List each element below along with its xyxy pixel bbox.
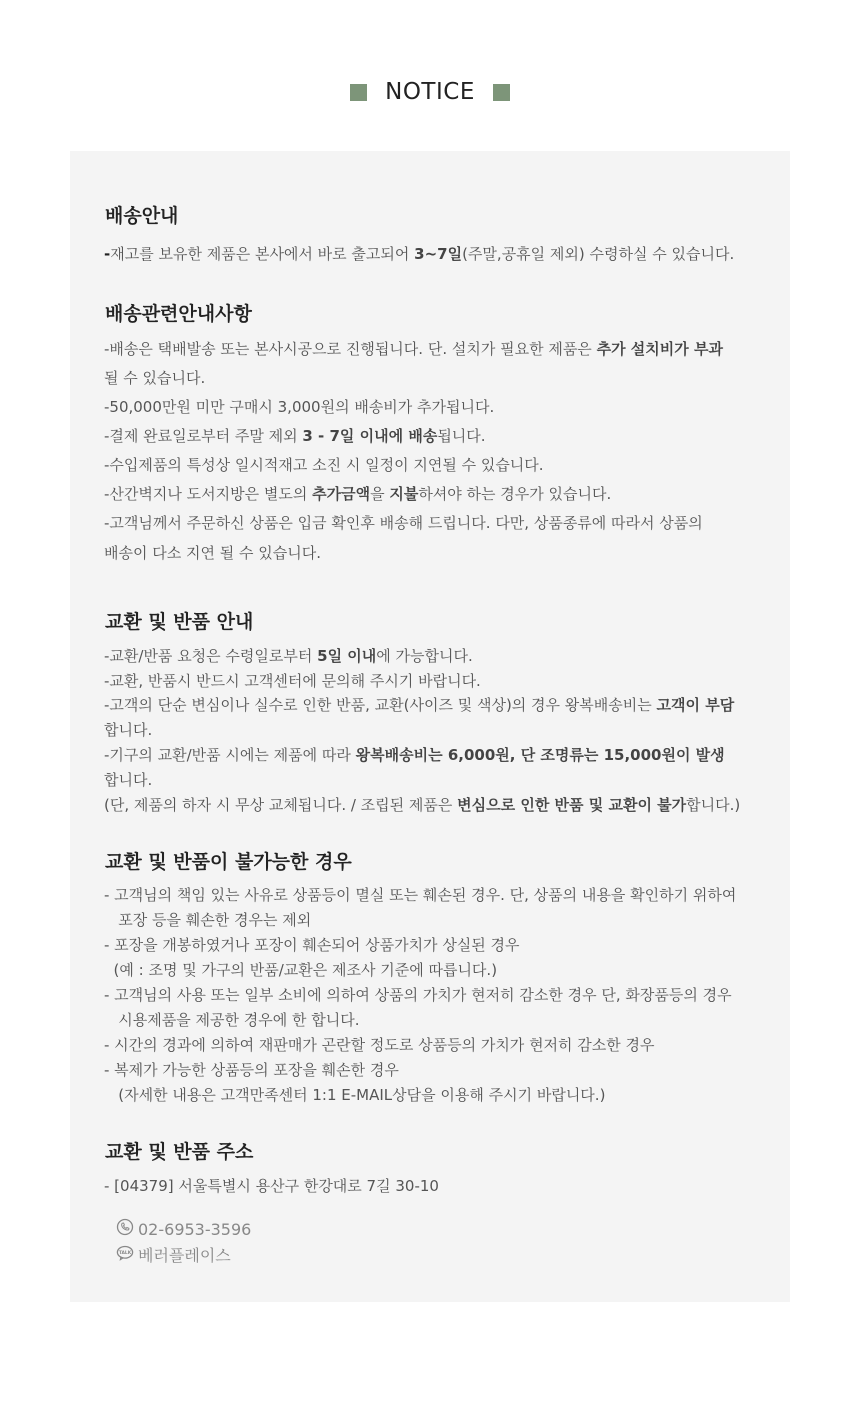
exchange-line-4-cont: 합니다.: [104, 771, 153, 789]
impossible-line-2: - 포장을 개봉하였거나 포장이 훼손되어 상품가치가 상실된 경우: [104, 936, 520, 954]
impossible-line-5-cont: (자세한 내용은 고객만족센터 1:1 E-MAIL상담을 이용해 주시기 바랍니다.): [104, 1086, 606, 1104]
delivery-notes-line-1: -배송은 택배발송 또는 본사시공으로 진행됩니다. 단. 설치가 필요한 제품은 추가 설치비가 부과: [104, 340, 723, 358]
exchange-line-4: -기구의 교환/반품 시에는 제품에 따라 왕복배송비는 6,000원, 단 조명류는 15,000원이 발생: [104, 746, 725, 764]
contact-kakao[interactable]: [116, 1243, 231, 1266]
impossible-line-5: - 복제가 가능한 상품등의 포장을 훼손한 경우: [104, 1061, 399, 1079]
address-title: 교환 및 반품 주소: [105, 1141, 254, 1163]
delivery-title: 배송안내: [105, 205, 179, 227]
svg-text:TALK: TALK: [118, 1250, 132, 1256]
delivery-notes-line-4: -수입제품의 특성상 일시적재고 소진 시 일정이 지연될 수 있습니다.: [104, 456, 544, 474]
impossible-title: 교환 및 반품이 불가능한 경우: [105, 851, 352, 873]
exchange-line-1: -교환/반품 요청은 수령일로부터 5일 이내에 가능합니다.: [104, 647, 473, 665]
impossible-line-3: - 고객님의 사용 또는 일부 소비에 의하여 상품의 가치가 현저히 감소한 경우 단, 화장품등의 경우: [104, 986, 732, 1004]
delivery-notes-line-5: -산간벽지나 도서지방은 별도의 추가금액을 지불하셔야 하는 경우가 있습니다.: [104, 485, 612, 503]
address-line-1: - [04379] 서울특별시 용산구 한강대로 7길 30-10: [104, 1177, 439, 1195]
exchange-line-5: (단, 제품의 하자 시 무상 교체됩니다. / 조립된 제품은 변심으로 인한 반품 및 교환이 불가합니다.): [104, 796, 741, 814]
delivery-notes-line-6: -고객님께서 주문하신 상품은 입금 확인후 배송해 드립니다. 다만, 상품종류에 따라서 상품의: [104, 514, 703, 532]
phone-icon: [116, 1218, 138, 1240]
exchange-line-2: -교환, 반품시 반드시 고객센터에 문의해 주시기 바랍니다.: [104, 672, 481, 690]
delivery-notes-line-3: -결제 완료일로부터 주말 제외 3 - 7일 이내에 배송됩니다.: [104, 427, 486, 445]
contact-phone-number: 02-6953-3596: [138, 1219, 252, 1239]
delivery-notes-title: 배송관련안내사항: [105, 303, 252, 325]
notice-header: [0, 76, 860, 108]
notice-panel: [70, 151, 790, 1302]
contact-kakao-name: 베러플레이스: [138, 1246, 231, 1265]
header-square-left: [350, 84, 367, 101]
impossible-line-3-cont: 시용제품을 제공한 경우에 한 합니다.: [104, 1011, 360, 1029]
contact-phone[interactable]: [116, 1218, 251, 1240]
delivery-notes-line-1-cont: 될 수 있습니다.: [104, 369, 206, 387]
notice-title: NOTICE: [385, 79, 475, 105]
impossible-line-1-cont: 포장 등을 훼손한 경우는 제외: [104, 911, 312, 929]
delivery-notes-line-6-cont: 배송이 다소 지연 될 수 있습니다.: [104, 544, 321, 562]
exchange-line-3-cont: 합니다.: [104, 721, 153, 739]
delivery-line-1: -재고를 보유한 제품은 본사에서 바로 출고되어 3~7일(주말,공휴일 제외) 수령하실 수 있습니다.: [104, 245, 735, 263]
impossible-line-1: - 고객님의 책임 있는 사유로 상품등이 멸실 또는 훼손된 경우. 단, 상품의 내용을 확인하기 위하여: [104, 886, 737, 904]
impossible-line-4: - 시간의 경과에 의하여 재판매가 곤란할 정도로 상품등의 가치가 현저히 감소한 경우: [104, 1036, 655, 1054]
header-square-right: [493, 84, 510, 101]
impossible-line-2-cont: (예 : 조명 및 가구의 반품/교환은 제조사 기준에 따릅니다.): [104, 961, 498, 979]
kakao-talk-icon: [116, 1244, 138, 1266]
exchange-title: 교환 및 반품 안내: [105, 611, 254, 633]
exchange-line-3: -고객의 단순 변심이나 실수로 인한 반품, 교환(사이즈 및 색상)의 경우 왕복배송비는 고객이 부담: [104, 696, 735, 714]
delivery-notes-line-2: -50,000만원 미만 구매시 3,000원의 배송비가 추가됩니다.: [104, 398, 495, 416]
